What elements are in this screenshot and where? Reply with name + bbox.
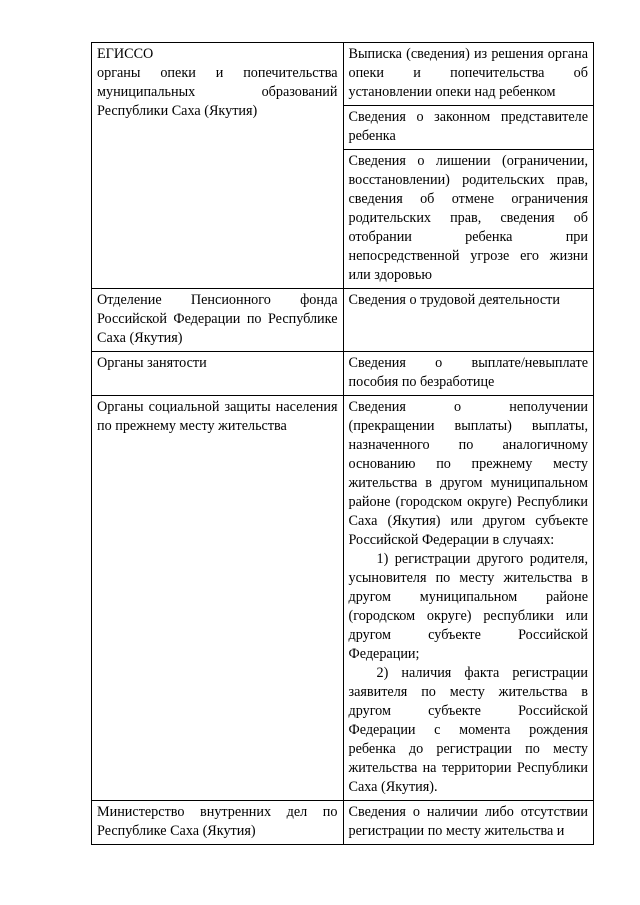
agency-cell: Органы социальной защиты населения по прежнему месту жительства: [92, 396, 344, 801]
agency-cell: Органы занятости: [92, 352, 344, 396]
table-row: [92, 43, 594, 106]
info-cell: Сведения о выплате/невыплате пособия по безработице: [343, 352, 594, 396]
info-cell: Сведения о лишении (ограничении, восстановлении) родительских прав, сведения об отмене ограничения родительских прав, сведения об отобрании ребенка при непосредственной угрозе его жизни или здоровью: [343, 150, 594, 289]
table-row: [92, 396, 594, 801]
info-intro: Сведения о неполучении (прекращении выплаты) выплаты, назначенного по аналогичному основанию по прежнему месту жительства в другом муниципальном районе (городском округе) Республики Саха (Якутия) или другом субъекте Российской Федерации в случаях:: [348, 399, 588, 548]
table-row: [92, 289, 594, 352]
table-row: [92, 352, 594, 396]
agency-cell: Отделение Пенсионного фонда Российской Федерации по Республике Саха (Якутия): [92, 289, 344, 352]
agency-system-name: ЕГИССО: [97, 46, 154, 62]
agency-cell: Министерство внутренних дел по Республике Саха (Якутия): [92, 801, 344, 845]
agency-name: органы опеки и попечительства муниципальных образований Республики Саха (Якутия): [97, 65, 338, 119]
info-cell: Сведения о законном представителе ребенка: [343, 106, 594, 150]
agency-cell: [92, 43, 344, 289]
agency-info-table: [91, 42, 594, 845]
info-cell: Выписка (сведения) из решения органа опеки и попечительства об установлении опеки над ребенком: [343, 43, 594, 106]
info-cell: Сведения о наличии либо отсутствии регистрации по месту жительства и: [343, 801, 594, 845]
info-list-item: 1) регистрации другого родителя, усыновителя по месту жительства в другом муниципальном районе (городском округе) республики или другом субъекте Российской Федерации;: [348, 551, 588, 662]
info-cell: Сведения о трудовой деятельности: [343, 289, 594, 352]
info-cell: [343, 396, 594, 801]
table-row: [92, 801, 594, 845]
info-list-item: 2) наличия факта регистрации заявителя по месту жительства в другом субъекте Российской Федерации с момента рождения ребенка до регистрации по месту жительства на территории Республики Саха (Якутия).: [348, 665, 588, 795]
